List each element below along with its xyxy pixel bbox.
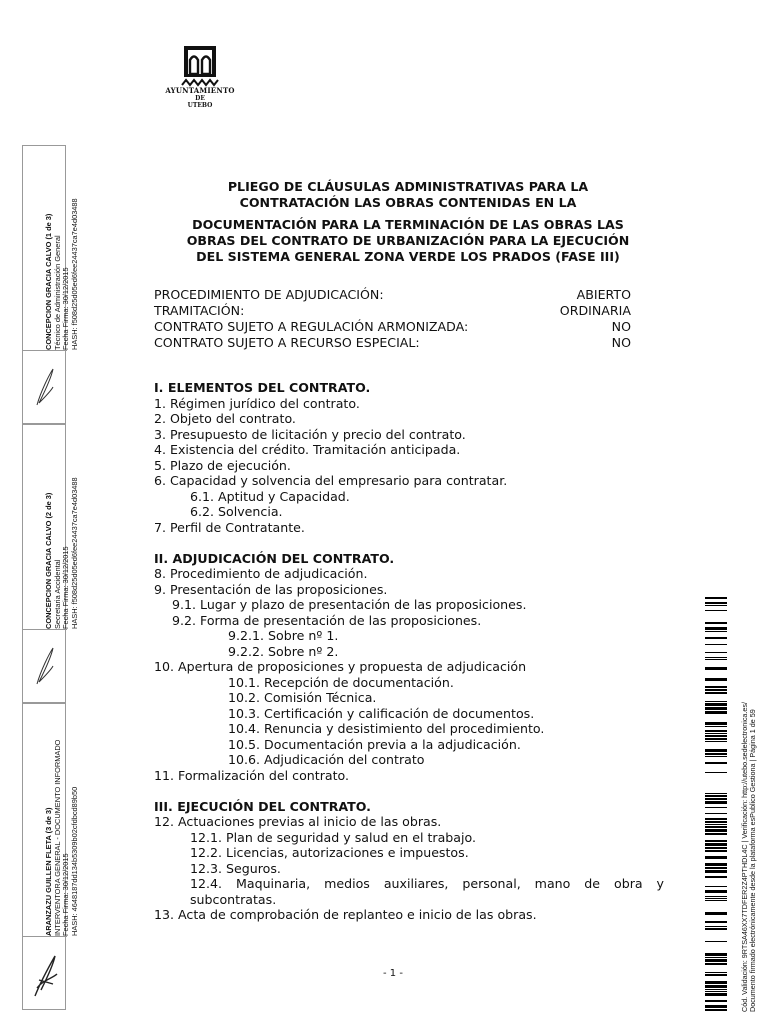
signature-2-divider — [23, 629, 67, 630]
toc-item: 12.2. Licencias, autorizaciones e impuestos. — [190, 845, 469, 860]
signature-strip — [22, 145, 79, 1010]
procedure-row — [154, 319, 631, 335]
section-heading-2: II. ADJUDICACIÓN DEL CONTRATO. — [154, 550, 395, 566]
toc-item: 5. Plazo de ejecución. — [154, 457, 291, 473]
procedure-label: TRAMITACIÓN: — [154, 303, 245, 318]
signature-1-text — [45, 198, 79, 350]
toc-item: 6. Capacidad y solvencia del empresario para contratar. — [154, 473, 508, 488]
signature-2-text — [45, 477, 79, 629]
town-hall-emblem-icon — [182, 44, 218, 86]
signature-1-divider — [23, 350, 67, 351]
signature-block-2 — [22, 424, 79, 703]
toc-item: 8. Procedimiento de adjudicación. — [154, 566, 368, 581]
toc-item: 10.2. Comisión Técnica. — [228, 690, 377, 705]
toc-item: 10. Apertura de proposiciones y propuesta de adjudicación — [154, 659, 527, 674]
toc-item: 12.4. Maquinaria, medios auxiliares, personal, mano de obra y subcontratas. — [190, 876, 664, 907]
toc-item: 6.1. Aptitud y Capacidad. — [190, 488, 350, 504]
logo-text-de: DE — [195, 95, 205, 102]
procedure-label: CONTRATO SUJETO A RECURSO ESPECIAL: — [154, 335, 420, 350]
toc-item: 2. Objeto del contrato. — [154, 411, 296, 426]
signature-3-name: ARANZAZU GUILLEN FLETA (3 de 3) — [44, 807, 53, 936]
toc-item: 10.1. Recepción de documentación. — [228, 674, 454, 690]
toc-item: 6.2. Solvencia. — [190, 504, 283, 519]
table-of-contents — [154, 380, 664, 923]
signature-1-name: CONCEPCION GRACIA CALVO (1 de 3) — [44, 213, 53, 350]
toc-item: 10.3. Certificación y calificación de documentos. — [228, 705, 535, 721]
verification-line-2: Documento firmado electrónicamente desde la plataforma esPublico Gestiona | Página 1 de 59 — [748, 709, 758, 1012]
logo-text-utebo: UTEBO — [187, 102, 213, 109]
toc-item: 10.6. Adjudicación del contrato — [228, 752, 425, 767]
signature-2-name: CONCEPCION GRACIA CALVO (2 de 3) — [44, 492, 53, 629]
document-title-part-2 — [150, 217, 666, 265]
signature-3-date: Fecha Firma: 30/12/2015 — [61, 853, 71, 936]
section-heading-3: III. EJECUCIÓN DEL CONTRATO. — [154, 798, 371, 814]
procedure-value: NO — [611, 335, 631, 350]
procedure-row — [154, 303, 631, 319]
title-line-3: DOCUMENTACIÓN PARA LA TERMINACIÓN DE LAS OBRAS LAS — [192, 217, 624, 232]
procedure-summary — [154, 287, 631, 351]
toc-item: 3. Presupuesto de licitación y precio del contrato. — [154, 426, 466, 442]
signature-1-scribble-icon — [29, 361, 61, 411]
title-line-2: CONTRATACIÓN LAS OBRAS CONTENIDAS EN LA — [239, 195, 577, 210]
signature-1-date: Fecha Firma: 30/12/2015 — [61, 267, 71, 350]
procedure-value: ORDINARIA — [559, 303, 631, 318]
procedure-label: PROCEDIMIENTO DE ADJUDICACIÓN: — [154, 287, 384, 302]
page-number: - 1 - — [383, 968, 403, 979]
toc-item: 9.2. Forma de presentación de las proposiciones. — [172, 612, 482, 628]
signature-3-role: INTERVENTORA GENERAL - DOCUMENTO INFORMADO — [52, 739, 62, 936]
procedure-value: NO — [611, 319, 631, 334]
title-line-4: OBRAS DEL CONTRATO DE URBANIZACIÓN PARA LA EJECUCIÓN — [186, 233, 630, 248]
signature-2-hash: HASH: f508d25d05ed6fee24437ca7e4d03488 — [69, 477, 79, 629]
verification-line-1: Cód. Validación: 9RTSA46XX7TDFER2Z4PTHDL4C | Verificación: http://utebo.sedelectronica.es/ — [740, 701, 749, 1012]
signature-2-date: Fecha Firma: 30/12/2015 — [61, 546, 71, 629]
procedure-value: ABIERTO — [576, 287, 631, 302]
signature-1-role: Técnico de Administración General — [52, 235, 62, 350]
toc-item: 12.1. Plan de seguridad y salud en el trabajo. — [190, 829, 476, 845]
toc-item: 4. Existencia del crédito. Tramitación anticipada. — [154, 442, 461, 457]
toc-item: 13. Acta de comprobación de replanteo e inicio de las obras. — [154, 907, 537, 922]
toc-item: 1. Régimen jurídico del contrato. — [154, 395, 360, 411]
title-line-1: PLIEGO DE CLÁUSULAS ADMINISTRATIVAS PARA LA — [227, 179, 589, 194]
toc-item: 10.5. Documentación previa a la adjudicación. — [228, 736, 521, 752]
signature-3-divider — [23, 936, 67, 937]
toc-item: 9.2.2. Sobre nº 2. — [228, 643, 339, 659]
toc-item: 9.2.1. Sobre nº 1. — [228, 628, 339, 643]
logo-text-ayuntamiento: AYUNTAMIENTO — [165, 86, 235, 95]
title-line-5: DEL SISTEMA GENERAL ZONA VERDE LOS PRADOS (FASE III) — [196, 249, 620, 264]
verification-text — [741, 702, 758, 1012]
procedure-row — [154, 335, 631, 351]
ayuntamiento-logo — [160, 44, 240, 118]
toc-item: 9. Presentación de las proposiciones. — [154, 581, 388, 597]
document-title-part-1 — [150, 179, 666, 211]
toc-item: 11. Formalización del contrato. — [154, 767, 350, 783]
section-heading-1: I. ELEMENTOS DEL CONTRATO. — [154, 380, 371, 395]
signature-2-role: Secretaria Accidental — [52, 559, 62, 629]
signature-3-hash: HASH: 4648187dd134b5309b02cfdbcd89b50 — [69, 786, 79, 936]
signature-3-text — [45, 740, 79, 936]
signature-block-3 — [22, 703, 79, 1010]
toc-item: 9.1. Lugar y plazo de presentación de las proposiciones. — [172, 597, 527, 612]
procedure-label: CONTRATO SUJETO A REGULACIÓN ARMONIZADA: — [154, 319, 469, 334]
signature-3-scribble-icon — [29, 950, 61, 1000]
signature-block-1 — [22, 145, 79, 424]
toc-item: 10.4. Renuncia y desistimiento del procedimiento. — [228, 721, 545, 736]
toc-item: 12. Actuaciones previas al inicio de las obras. — [154, 814, 442, 829]
signature-1-hash: HASH: f508d25d05ed6fee24437ca7e4d03488 — [69, 198, 79, 350]
toc-item: 12.3. Seguros. — [190, 860, 281, 876]
toc-item: 7. Perfil de Contratante. — [154, 519, 305, 535]
procedure-row — [154, 287, 631, 303]
signature-2-scribble-icon — [29, 640, 61, 690]
barcode-icon — [705, 597, 727, 1015]
